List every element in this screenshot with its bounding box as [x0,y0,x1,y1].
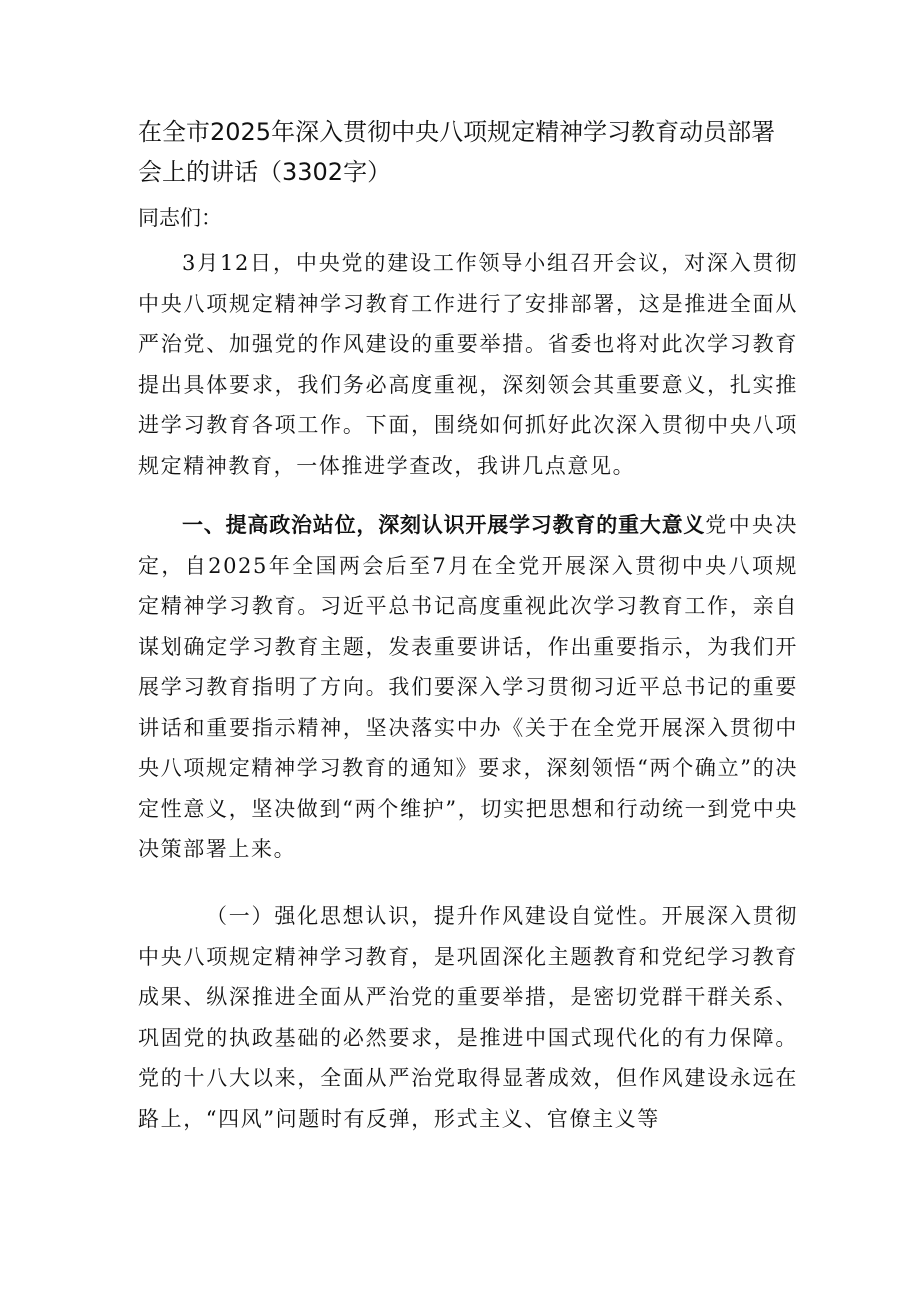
section-1-body: 党中央决定，自2025年全国两会后至7月在全党开展深入贯彻中央八项规定精神学习教育。习近平总书记高度重视此次学习教育工作，亲自谋划确定学习教育主题，发表重要讲话，作出重要指示，为我们开展学习教育指明了方向。我们要深入学习贯彻习近平总书记的重要讲话和重要指示精神，坚决落实中办《关于在全党开展深入贯彻中央八项规定精神学习教育的通知》要求，深刻领悟“两个确立”的决定性意义，坚决做到“两个维护”，切实把思想和行动统一到党中央决策部署上来。 [138,513,799,861]
paragraph-subsection-1: （一）强化思想认识，提升作风建设自觉性。开展深入贯彻中央八项规定精神学习教育，是巩固深化主题教育和党纪学习教育成果、纵深推进全面从严治党的重要举措，是密切党群干群关系、巩固党的执政基础的必然要求，是推进中国式现代化的有力保障。党的十八大以来，全面从严治党取得显著成效，但作风建设永远在路上，“四风”问题时有反弹，形式主义、官僚主义等 [138,904,798,1131]
salutation: 同志们： [138,206,222,230]
section-heading: 一、提高政治站位，深刻认识开展学习教育的重大意义 [182,513,706,537]
paragraph-intro: 3月12日，中央党的建设工作领导小组召开会议，对深入贯彻中央八项规定精神学习教育工作进行了安排部署，这是推进全面从严治党、加强党的作风建设的重要举措。省委也将对此次学习教育提出具体要求，我们务必高度重视，深刻领会其重要意义，扎实推进学习教育各项工作。下面，围绕如何抓好此次深入贯彻中央八项规定精神教育，一体推进学查改，我讲几点意见。 [138,251,798,478]
page-title: 在全市2025年深入贯彻中央八项规定精神学习教育动员部署会上的讲话（3302字） [138,118,776,186]
paragraph-section-1 [138,505,798,870]
